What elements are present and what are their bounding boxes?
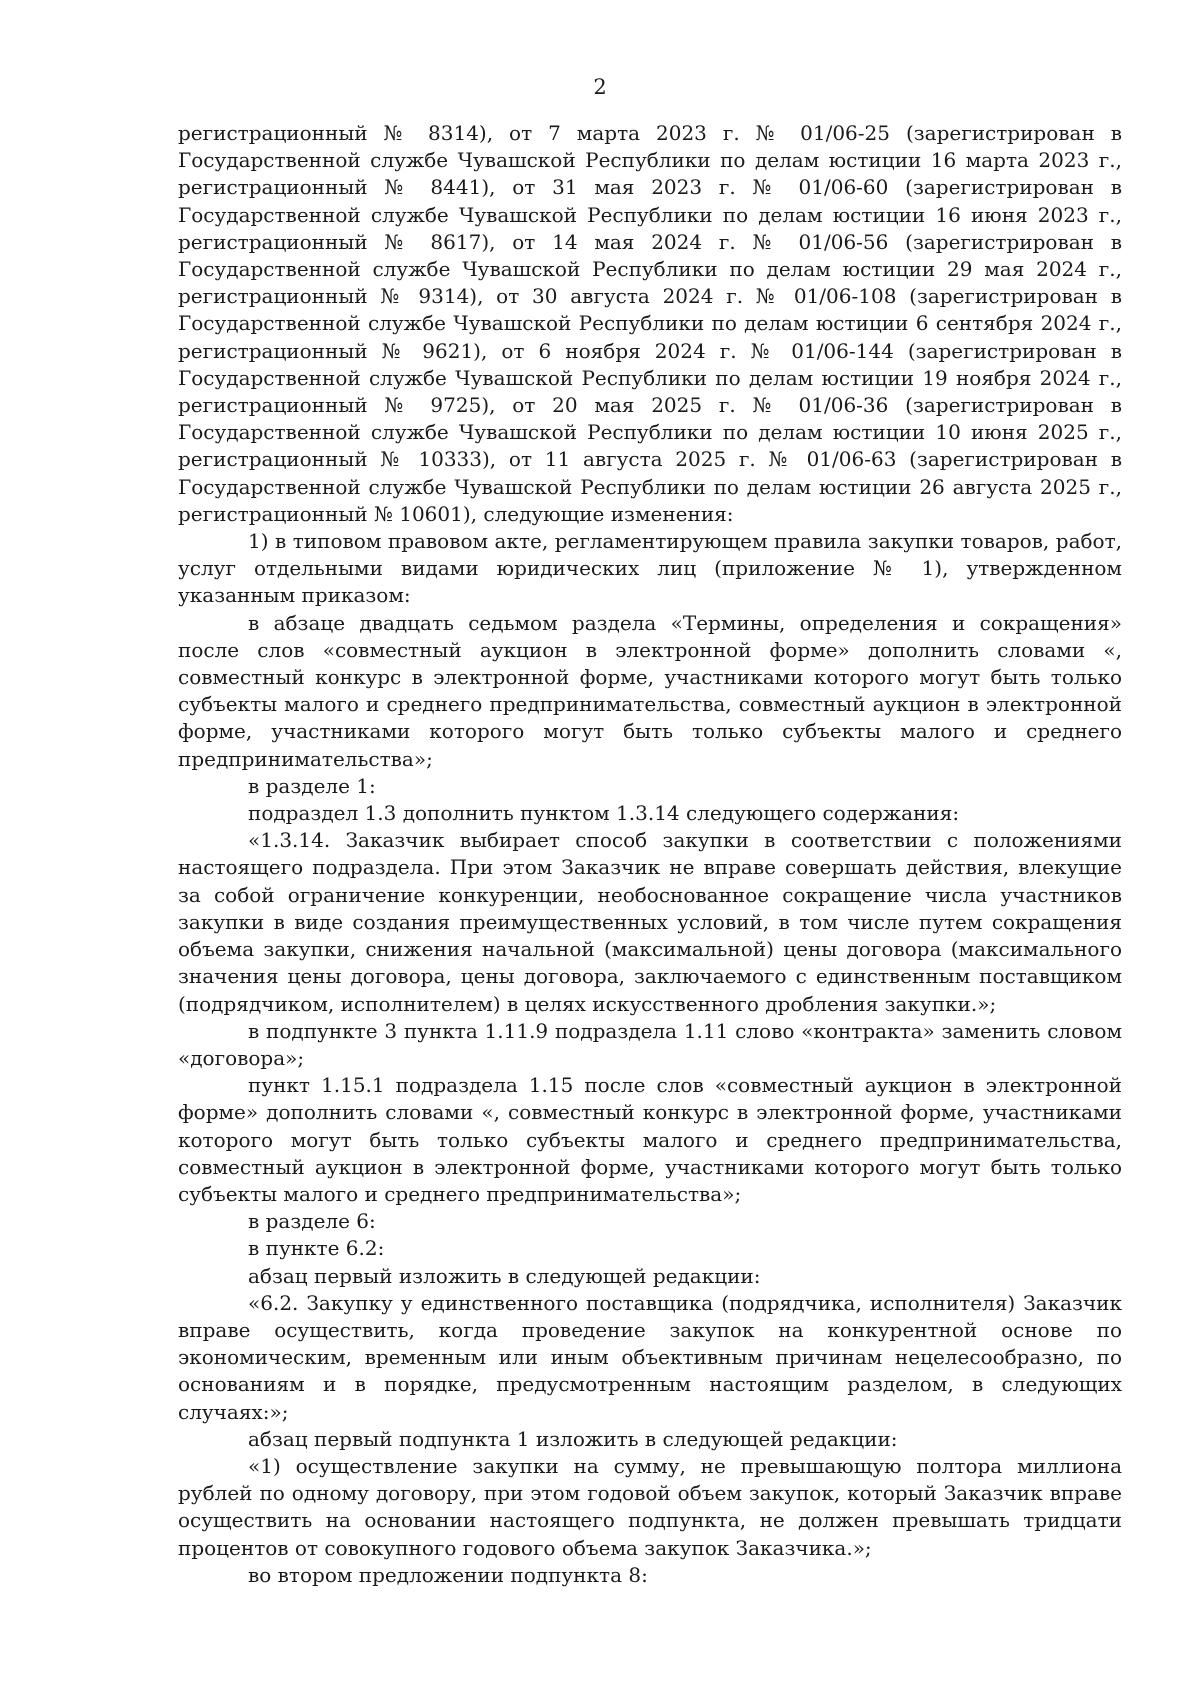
paragraph-quote-subclause-1: «1) осуществление закупки на сумму, не превышающую полтора миллиона рублей по одному договору, при этом годовой объем закупок, который Заказчик вправе осуществить на основании настоящего подпункта, не должен превышать тридцати процентов от совокупного годового объема закупок Заказчика.»; [178, 1453, 1122, 1560]
paragraph-registration-list: регистрационный № 8314), от 7 марта 2023 г. № 01/06-25 (зарегистрирован в Государственной службе Чувашской Республики по делам юстиции 16 марта 2023 г., регистрационный № 8441), от 31 мая 2023 г. № 01/06-60 (зарегистрирован в Государственной службе Чувашской Республики по делам юстиции 16 июня 2023 г., регистрационный № 8617), от 14 мая 2024 г. № 01/06-56 (зарегистрирован в Государственной службе Чувашской Республики по делам юстиции 29 мая 2024 г., регистрационный № 9314), от 30 августа 2024 г. № 01/06-108 (зарегистрирован в Государственной службе Чувашской Республики по делам юстиции 6 сентября 2024 г., регистрационный № 9621), от 6 ноября 2024 г. № 01/06-144 (зарегистрирован в Государственной службе Чувашской Республики по делам юстиции 19 ноября 2024 г., регистрационный № 9725), от 20 мая 2025 г. № 01/06-36 (зарегистрирован в Государственной службе Чувашской Республики по делам юстиции 10 июня 2025 г., регистрационный № 10333), от 11 августа 2025 г. № 01/06-63 (зарегистрирован в Государственной службе Чувашской Республики по делам юстиции 26 августа 2025 г., регистрационный № 10601), следующие изменения: [178, 121, 1122, 526]
paragraph-subclause-1: абзац первый подпункта 1 изложить в следующей редакции: [248, 1426, 898, 1451]
paragraph-clause-1-11-9: в подпункте 3 пункта 1.11.9 подраздела 1.11 слово «контракта» заменить словом «договора»; [178, 1018, 1122, 1070]
paragraph-subsection-1-3: подраздел 1.3 дополнить пунктом 1.3.14 следующего содержания: [248, 801, 960, 826]
paragraph-item-1: 1) в типовом правовом акте, регламентирующем правила закупки товаров, работ, услуг отдельными видами юридических лиц (приложение № 1), утвержденном указанным приказом: [178, 529, 1122, 608]
paragraph-clause-1-3-14: «1.3.14. Заказчик выбирает способ закупки в соответствии с положениями настоящего подраздела. При этом Заказчик не вправе совершать действия, влекущие за собой ограничение конкуренции, необоснованное сокращение числа участников закупки в виде создания преимущественных условий, в том числе путем сокращения объема закупки, снижения начальной (максимальной) цены договора (максимального значения цены договора, цены договора, заключаемого с единственным поставщиком (подрядчиком, исполнителем) в целях искусственного дробления закупки.»; [178, 828, 1122, 1016]
paragraph-subclause-8: во втором предложении подпункта 8: [248, 1562, 648, 1587]
page-number: 2 [593, 75, 607, 99]
paragraph-section-6: в разделе 6: [248, 1209, 376, 1234]
paragraph-clause-1-15-1: пункт 1.15.1 подраздела 1.15 после слов «совместный аукцион в электронной форме» дополнить словами «, совместный конкурс в электронной форме, участниками которого могут быть только субъекты малого и среднего предпринимательства, совместный аукцион в электронной форме, участниками которого могут быть только субъекты малого и среднего предпринимательства»; [178, 1073, 1122, 1206]
paragraph-first-abzac: абзац первый изложить в следующей редакции: [248, 1263, 761, 1288]
paragraph-section-1: в разделе 1: [248, 773, 376, 798]
paragraph-terms-amendment: в абзаце двадцать седьмом раздела «Термины, определения и сокращения» после слов «совместный аукцион в электронной форме» дополнить словами «, совместный конкурс в электронной форме, участниками которого могут быть только субъекты малого и среднего предпринимательства, совместный аукцион в электронной форме, участниками которого могут быть только субъекты малого и среднего предпринимательства»; [178, 610, 1122, 771]
paragraph-quote-6-2: «6.2. Закупку у единственного поставщика (подрядчика, исполнителя) Заказчик вправе осуществить, когда проведение закупок на конкурентной основе по экономическим, временным или иным объективным причинам нецелесообразно, по основаниям и в порядке, предусмотренным настоящим разделом, в следующих случаях:»; [178, 1290, 1122, 1424]
document-body [178, 120, 1122, 1589]
paragraph-clause-6-2: в пункте 6.2: [248, 1236, 385, 1261]
